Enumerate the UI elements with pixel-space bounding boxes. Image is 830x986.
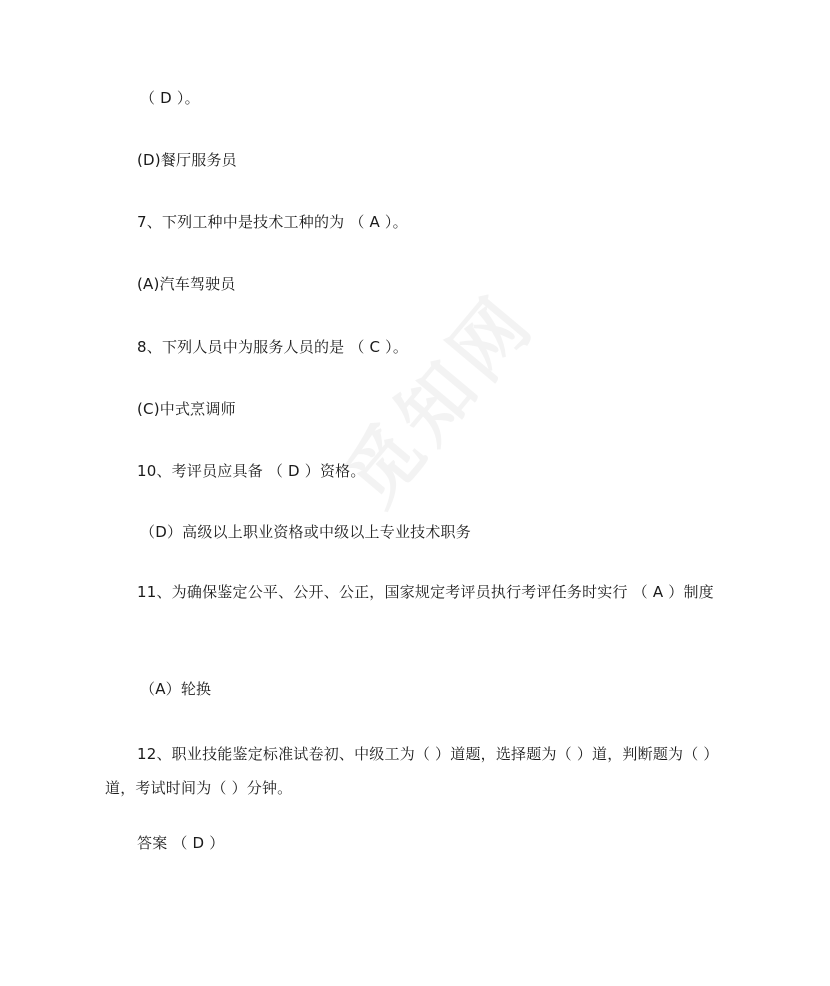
answer-line-12: 答案 （ D ） [137,834,225,852]
question-12: 12、职业技能鉴定标准试卷初、中级工为（ ）道题，选择题为（ ）道，判断题为（ ）道，考试时间为（ ）分钟。 [105,745,719,797]
option-line-7: (A)汽车驾驶员 [137,275,236,293]
option-line-8: (C)中式烹调师 [137,400,236,418]
option-line-11: （A）轮换 [140,680,212,698]
option-line-10: （D）高级以上职业资格或中级以上专业技术职务 [140,523,471,541]
question-8: 8、下列人员中为服务人员的是 （ C ）。 [137,338,409,356]
answer-line-6: （ D ）。 [140,89,200,107]
question-7: 7、下列工种中是技术工种的为 （ A ）。 [137,213,408,231]
question-10: 10、考评员应具备 （ D ）资格。 [137,462,366,480]
option-line-6: (D)餐厅服务员 [137,151,237,169]
watermark: 觅知网 [327,278,553,522]
question-11: 11、为确保鉴定公平、公开、公正，国家规定考评员执行考评任务时实行 （ A ）制度 [137,583,714,601]
